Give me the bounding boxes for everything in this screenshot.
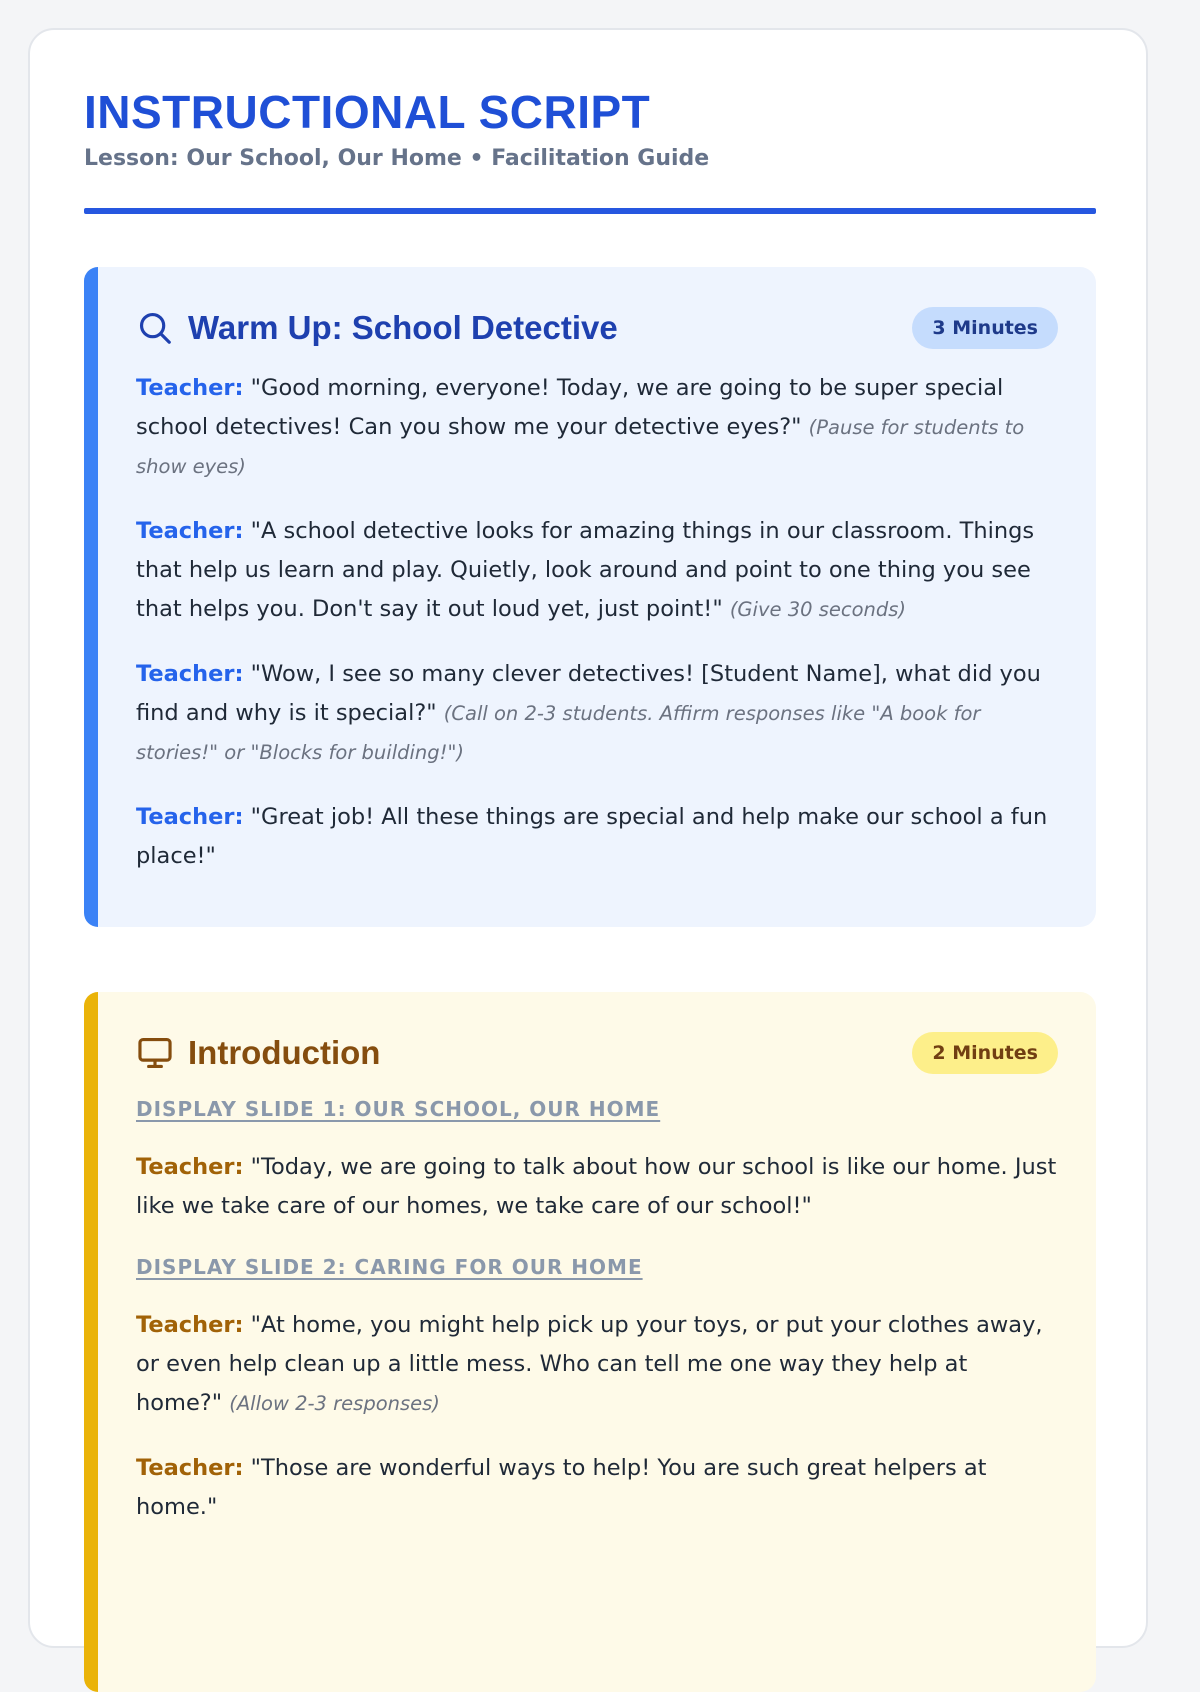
dialogue-text: "Good morning, everyone! Today, we are going to be super special school detectives! Can you show me your detective eyes?" — [136, 375, 1004, 440]
monitor-icon — [136, 1034, 174, 1072]
script-line — [136, 1306, 1058, 1423]
speaker-label: Teacher: — [136, 1154, 244, 1180]
header-divider — [84, 208, 1096, 214]
section-warm-up — [84, 267, 1096, 927]
dialogue-text: "Those are wonderful ways to help! You are such great helpers at home." — [136, 1455, 987, 1520]
section-title: Introduction — [188, 1034, 381, 1071]
speaker-label: Teacher: — [136, 661, 244, 687]
dialogue-text: "A school detective looks for amazing things in our classroom. Things that help us learn and play. Quietly, look around and point to one thing you see that helps you. Don't say it out loud yet, just point!" — [136, 518, 1035, 622]
section-introduction — [84, 992, 1096, 1692]
page-header — [84, 84, 1096, 174]
page-subtitle: Lesson: Our School, Our Home • Facilitation Guide — [84, 146, 710, 171]
script-line — [136, 655, 1058, 772]
script-line — [136, 1148, 1058, 1226]
stage-note: (Allow 2-3 responses) — [229, 1392, 440, 1415]
speaker-label: Teacher: — [136, 1455, 244, 1481]
speaker-label: Teacher: — [136, 518, 244, 544]
dialogue-text: "At home, you might help pick up your toys, or put your clothes away, or even help clean up a little mess. Who can tell me one way they help at home?" — [136, 1312, 1043, 1416]
display-slide-link[interactable]: DISPLAY SLIDE 2: CARING FOR OUR HOME — [136, 1255, 643, 1279]
stage-note: (Call on 2-3 students. Affirm responses like "A book for stories!" or "Blocks for building!") — [136, 702, 981, 764]
script-line — [136, 798, 1058, 876]
script-line — [136, 1449, 1058, 1527]
stage-note: (Give 30 seconds) — [729, 598, 907, 621]
script-page — [28, 28, 1148, 1648]
stage-note: (Pause for students to show eyes) — [136, 416, 1025, 478]
page-title: INSTRUCTIONAL SCRIPT — [84, 86, 651, 138]
script-line — [136, 369, 1058, 486]
section-title: Warm Up: School Detective — [188, 309, 618, 346]
speaker-label: Teacher: — [136, 375, 244, 401]
duration-badge: 3 Minutes — [912, 307, 1058, 349]
duration-badge: 2 Minutes — [912, 1032, 1058, 1074]
section-header — [136, 1030, 1058, 1076]
speaker-label: Teacher: — [136, 804, 244, 830]
dialogue-text: "Wow, I see so many clever detectives! [Student Name], what did you find and why is it special?" — [136, 661, 1041, 726]
section-header — [136, 305, 1058, 351]
dialogue-text: "Great job! All these things are special and help make our school a fun place!" — [136, 804, 1048, 869]
display-slide-link[interactable]: DISPLAY SLIDE 1: OUR SCHOOL, OUR HOME — [136, 1097, 661, 1121]
dialogue-text: "Today, we are going to talk about how our school is like our home. Just like we take care of our homes, we take care of our school!" — [136, 1154, 1057, 1219]
search-icon — [136, 309, 174, 347]
script-line — [136, 512, 1058, 629]
speaker-label: Teacher: — [136, 1312, 244, 1338]
